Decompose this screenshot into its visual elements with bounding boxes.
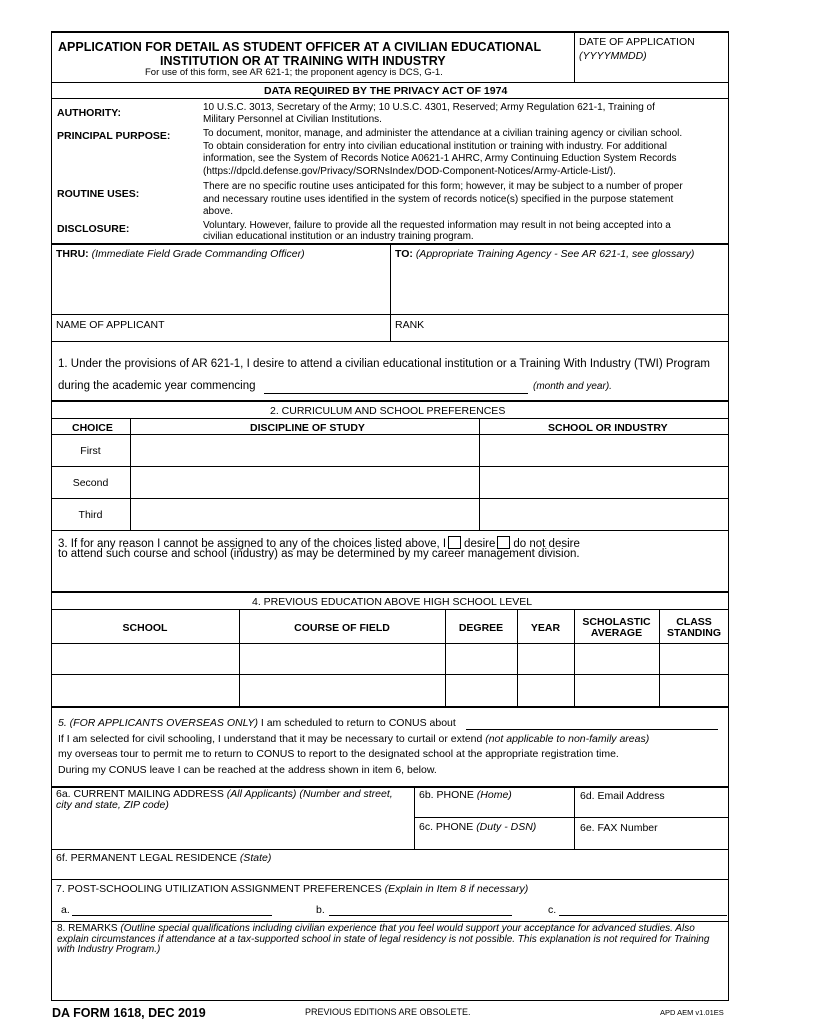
return-to-conus-date-field[interactable]: [466, 729, 718, 730]
school-second-field[interactable]: [480, 467, 728, 498]
rank-label: RANK: [395, 319, 425, 331]
permanent-legal-residence-label: 6f. PERMANENT LEGAL RESIDENCE (State): [56, 852, 272, 864]
name-of-applicant-field[interactable]: [53, 331, 388, 341]
fax-number-label: 6e. FAX Number: [580, 822, 658, 834]
thru-field[interactable]: [53, 262, 388, 314]
item1-line2: during the academic year commencing: [58, 380, 256, 392]
rank-field[interactable]: [392, 331, 727, 341]
item5-line2: If I am selected for civil schooling, I understand that it may be necessary to curtail or extend (not applicable to non-family areas): [58, 733, 650, 745]
col-discipline: DISCIPLINE OF STUDY: [250, 422, 365, 434]
col-school: SCHOOL: [122, 622, 168, 634]
col-class-standing: CLASS STANDING: [666, 616, 722, 639]
education-row-2[interactable]: [53, 675, 728, 706]
date-of-application-field[interactable]: [576, 64, 726, 82]
disclosure-label: DISCLOSURE:: [57, 223, 130, 235]
phone-home-label: 6b. PHONE (Home): [419, 789, 512, 801]
discipline-third-field[interactable]: [131, 499, 478, 530]
previous-editions-note: PREVIOUS EDITIONS ARE OBSOLETE.: [305, 1007, 471, 1017]
authority-text: 10 U.S.C. 3013, Secretary of the Army; 10 U.S.C. 4301, Reserved; Army Regulation 621-1, Training of Military Personnel at Civilian Institutions.: [203, 102, 655, 125]
month-year-hint: (month and year).: [533, 381, 612, 392]
choice-first: First: [80, 445, 101, 457]
email-address-label: 6d. Email Address: [580, 790, 665, 802]
principal-purpose-label: PRINCIPAL PURPOSE:: [57, 130, 171, 142]
form-title-line2: INSTITUTION OR AT TRAINING WITH INDUSTRY: [160, 54, 446, 68]
col-scholastic-average: SCHOLASTIC AVERAGE: [582, 616, 651, 639]
col-choice: CHOICE: [72, 422, 113, 434]
current-mailing-address-field[interactable]: [53, 813, 413, 848]
principal-purpose-text: To document, monitor, manage, and administer the attendance at a civilian training agency or civilian school. To obtain consideration for entry into civilian educational institution or training with industry. For additional information, see the System of Records Notice A0621-1 AHRC, Army Continuing Eduction System Records (https://dpcld.defense.gov/Privacy/SORNsIndex/DOD-Component-Notices/Army-Article-List/).: [203, 128, 683, 177]
item3-line2: to attend such course and school (industry) as may be determined by my career management division.: [58, 548, 580, 560]
remarks-field[interactable]: [53, 958, 728, 999]
date-format-hint: (YYYYMMDD): [579, 50, 647, 62]
phone-home-field[interactable]: [416, 802, 573, 817]
form-number: DA FORM 1618, DEC 2019: [52, 1006, 206, 1020]
to-label: TO: (Appropriate Training Agency - See AR 621-1, see glossary): [395, 248, 695, 260]
phone-duty-label: 6c. PHONE (Duty - DSN): [419, 821, 537, 833]
privacy-act-heading: DATA REQUIRED BY THE PRIVACY ACT OF 1974: [264, 85, 508, 97]
item5-line1: 5. (FOR APPLICANTS OVERSEAS ONLY) I am scheduled to return to CONUS about: [58, 717, 456, 729]
version-label: APD AEM v1.01ES: [660, 1008, 724, 1017]
discipline-first-field[interactable]: [131, 435, 478, 466]
item5-line4: During my CONUS leave I can be reached at the address shown in item 6, below.: [58, 764, 437, 776]
to-field[interactable]: [392, 262, 727, 314]
date-of-application-label: DATE OF APPLICATION: [579, 36, 695, 48]
fax-number-field[interactable]: [576, 834, 728, 848]
item1-text: 1. Under the provisions of AR 621-1, I desire to attend a civilian educational institution or a Training With Industry (TWI) Program: [58, 358, 710, 370]
authority-label: AUTHORITY:: [57, 107, 121, 119]
col-year: YEAR: [530, 622, 561, 634]
item2-title: 2. CURRICULUM AND SCHOOL PREFERENCES: [270, 405, 506, 417]
routine-uses-label: ROUTINE USES:: [57, 188, 140, 200]
routine-uses-text: There are no specific routine uses anticipated for this form; however, it may be subject to a number of proper and necessary routine uses identified in the system of records notice(s) specified in the purpose statement above.: [203, 181, 683, 217]
item4-title: 4. PREVIOUS EDUCATION ABOVE HIGH SCHOOL LEVEL: [252, 596, 533, 608]
col-degree: DEGREE: [458, 622, 504, 634]
preference-c-field[interactable]: [559, 915, 727, 916]
permanent-legal-residence-field[interactable]: [53, 865, 728, 878]
choice-second: Second: [72, 477, 109, 489]
phone-duty-field[interactable]: [416, 834, 573, 848]
remarks-label: 8. REMARKS (Outline special qualifications including civilian experience that you feel would support your acceptance for advanced studies. Also explain circumstances if attendance at a tax-supported school in state of legal residency is not possible. This explanation is not required for Training with Industry Program.): [57, 923, 710, 955]
form-subtitle: For use of this form, see AR 621-1; the proponent agency is DCS, G-1.: [145, 67, 443, 78]
academic-year-field[interactable]: [264, 393, 528, 394]
discipline-second-field[interactable]: [131, 467, 478, 498]
email-address-field[interactable]: [576, 802, 728, 817]
school-third-field[interactable]: [480, 499, 728, 530]
pref-a-label: a.: [61, 904, 70, 916]
current-mailing-address-label: 6a. CURRENT MAILING ADDRESS (All Applicants) (Number and street, city and state, ZIP code): [56, 788, 393, 811]
pref-b-label: b.: [316, 904, 325, 916]
education-row-1[interactable]: [53, 644, 728, 674]
item7-label: 7. POST-SCHOOLING UTILIZATION ASSIGNMENT PREFERENCES (Explain in Item 8 if necessary): [56, 883, 529, 895]
thru-label: THRU: (Immediate Field Grade Commanding Officer): [56, 248, 305, 260]
col-school-industry: SCHOOL OR INDUSTRY: [548, 422, 668, 434]
preference-b-field[interactable]: [329, 915, 512, 916]
item5-line3: my overseas tour to permit me to return to CONUS to report to the designated school at the appropriate registration time.: [58, 748, 619, 760]
pref-c-label: c.: [548, 904, 557, 916]
disclosure-text: Voluntary. However, failure to provide all the requested information may result in not being accepted into a civilian educational institution or an industry training program.: [203, 220, 671, 242]
preference-a-field[interactable]: [72, 915, 272, 916]
name-of-applicant-label: NAME OF APPLICANT: [56, 319, 165, 331]
school-first-field[interactable]: [480, 435, 728, 466]
choice-third: Third: [78, 509, 103, 521]
form-title-line1: APPLICATION FOR DETAIL AS STUDENT OFFICER AT A CIVILIAN EDUCATIONAL: [58, 40, 542, 54]
col-course-of-field: COURSE OF FIELD: [294, 622, 390, 634]
item3-text: 3. If for any reason I cannot be assigned to any of the choices listed above, I desire do not desire: [58, 538, 580, 550]
